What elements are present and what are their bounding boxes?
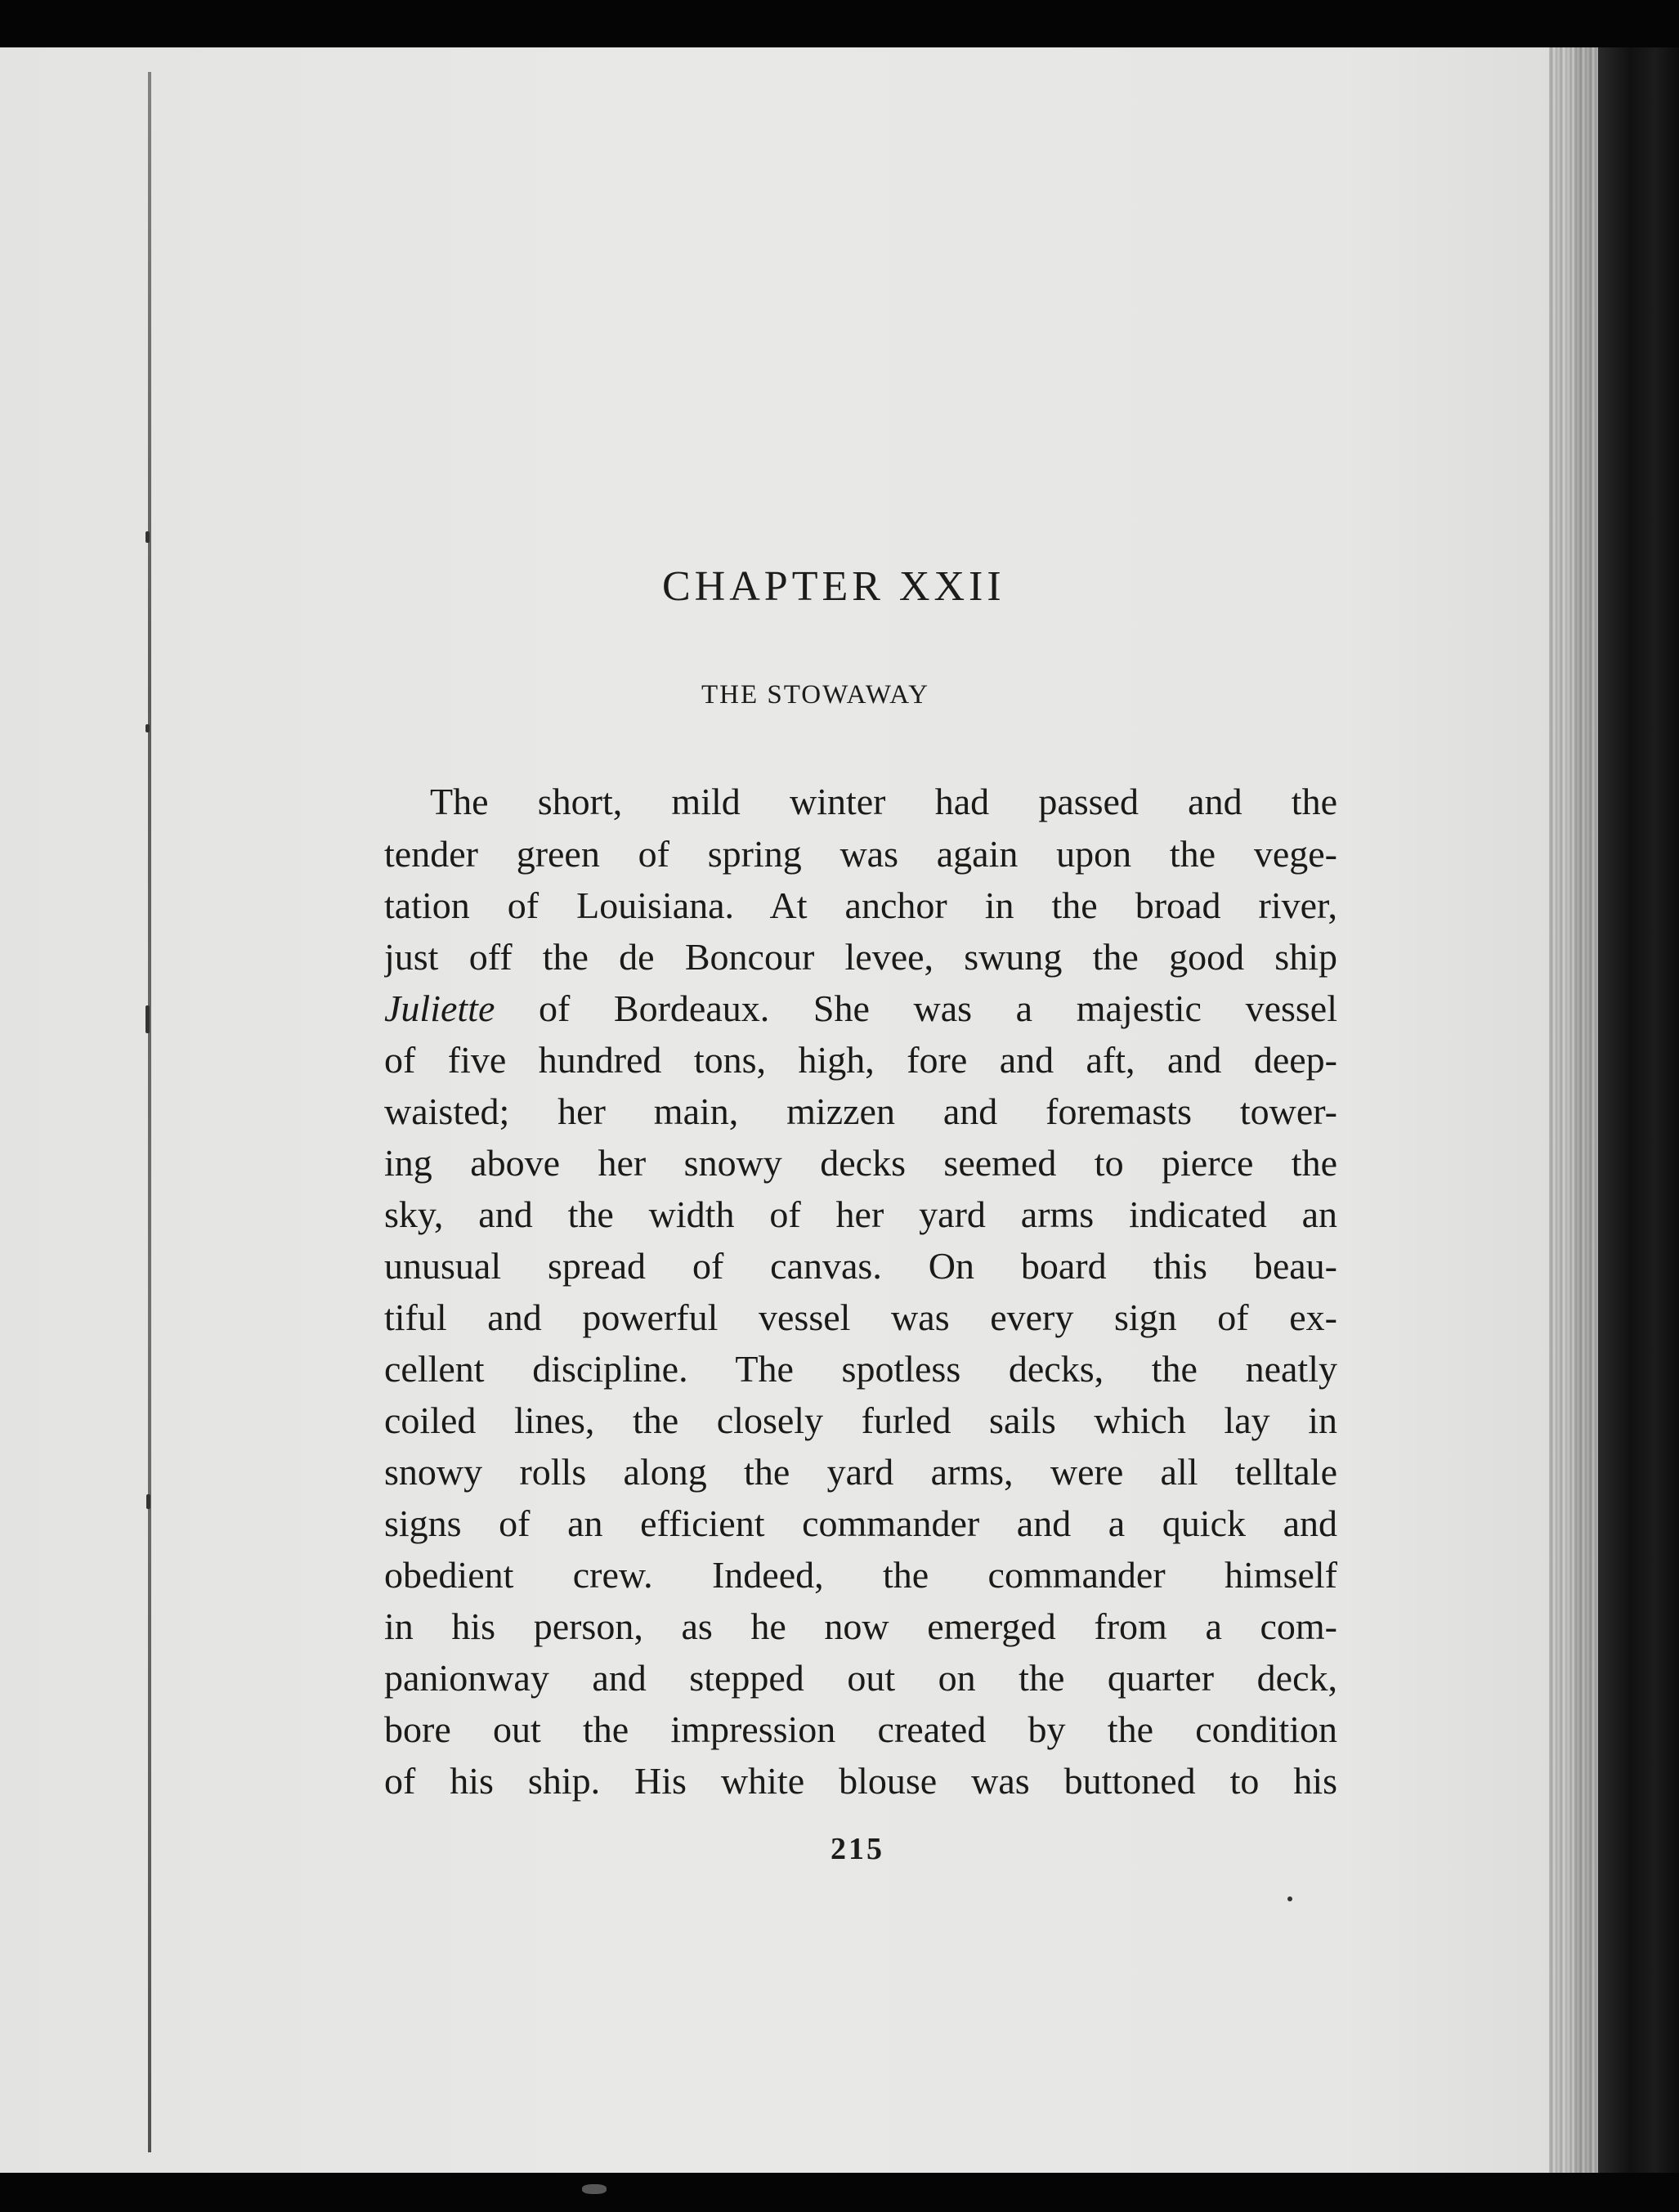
ink-speck — [1287, 1896, 1292, 1901]
body-line: coiled lines, the closely furled sails which lay in — [384, 1399, 1337, 1441]
binding-gutter — [148, 72, 151, 2152]
gutter-speck — [146, 1005, 150, 1033]
book-cover-edge — [1598, 47, 1679, 2173]
page-stack-edge — [1549, 47, 1598, 2173]
body-line: bore out the impression created by the condition — [384, 1708, 1337, 1750]
body-line: tiful and powerful vessel was every sign of ex- — [384, 1296, 1337, 1338]
body-line: The short, mild winter had passed and the — [430, 781, 1337, 822]
body-line: snowy rolls along the yard arms, were all telltale — [384, 1451, 1337, 1493]
gutter-speck — [146, 531, 150, 543]
chapter-title: THE STOWAWAY — [701, 680, 929, 710]
body-line: of five hundred tons, high, fore and aft, and deep- — [384, 1039, 1337, 1081]
gutter-speck — [146, 724, 150, 732]
body-line: signs of an efficient commander and a quick and — [384, 1502, 1337, 1544]
body-line-with-ship-name — [384, 983, 1337, 1034]
body-line: unusual spread of canvas. On board this beau- — [384, 1245, 1337, 1287]
body-line: waisted; her main, mizzen and foremasts tower- — [384, 1090, 1337, 1132]
body-line-rest: of Bordeaux. She was a majestic vessel — [539, 987, 1337, 1029]
page-number: 215 — [831, 1832, 884, 1866]
scan-artifact — [582, 2184, 607, 2194]
body-line: in his person, as he now emerged from a com- — [384, 1605, 1337, 1647]
chapter-heading: CHAPTER XXII — [662, 563, 1005, 610]
body-line: of his ship. His white blouse was buttoned to his — [384, 1760, 1337, 1802]
body-line: tation of Louisiana. At anchor in the broad river, — [384, 884, 1337, 926]
gutter-speck — [146, 1494, 150, 1509]
body-line: obedient crew. Indeed, the commander himself — [384, 1554, 1337, 1596]
body-line: tender green of spring was again upon the vege- — [384, 833, 1337, 875]
body-line: cellent discipline. The spotless decks, the neatly — [384, 1348, 1337, 1390]
ship-name: Juliette — [384, 987, 495, 1029]
scan-bottom-border — [0, 2173, 1679, 2212]
scan-top-border — [0, 0, 1679, 47]
body-line: just off the de Boncour levee, swung the good ship — [384, 936, 1337, 978]
body-line: sky, and the width of her yard arms indicated an — [384, 1193, 1337, 1235]
body-line: panionway and stepped out on the quarter deck, — [384, 1657, 1337, 1699]
body-line: ing above her snowy decks seemed to pierce the — [384, 1142, 1337, 1184]
